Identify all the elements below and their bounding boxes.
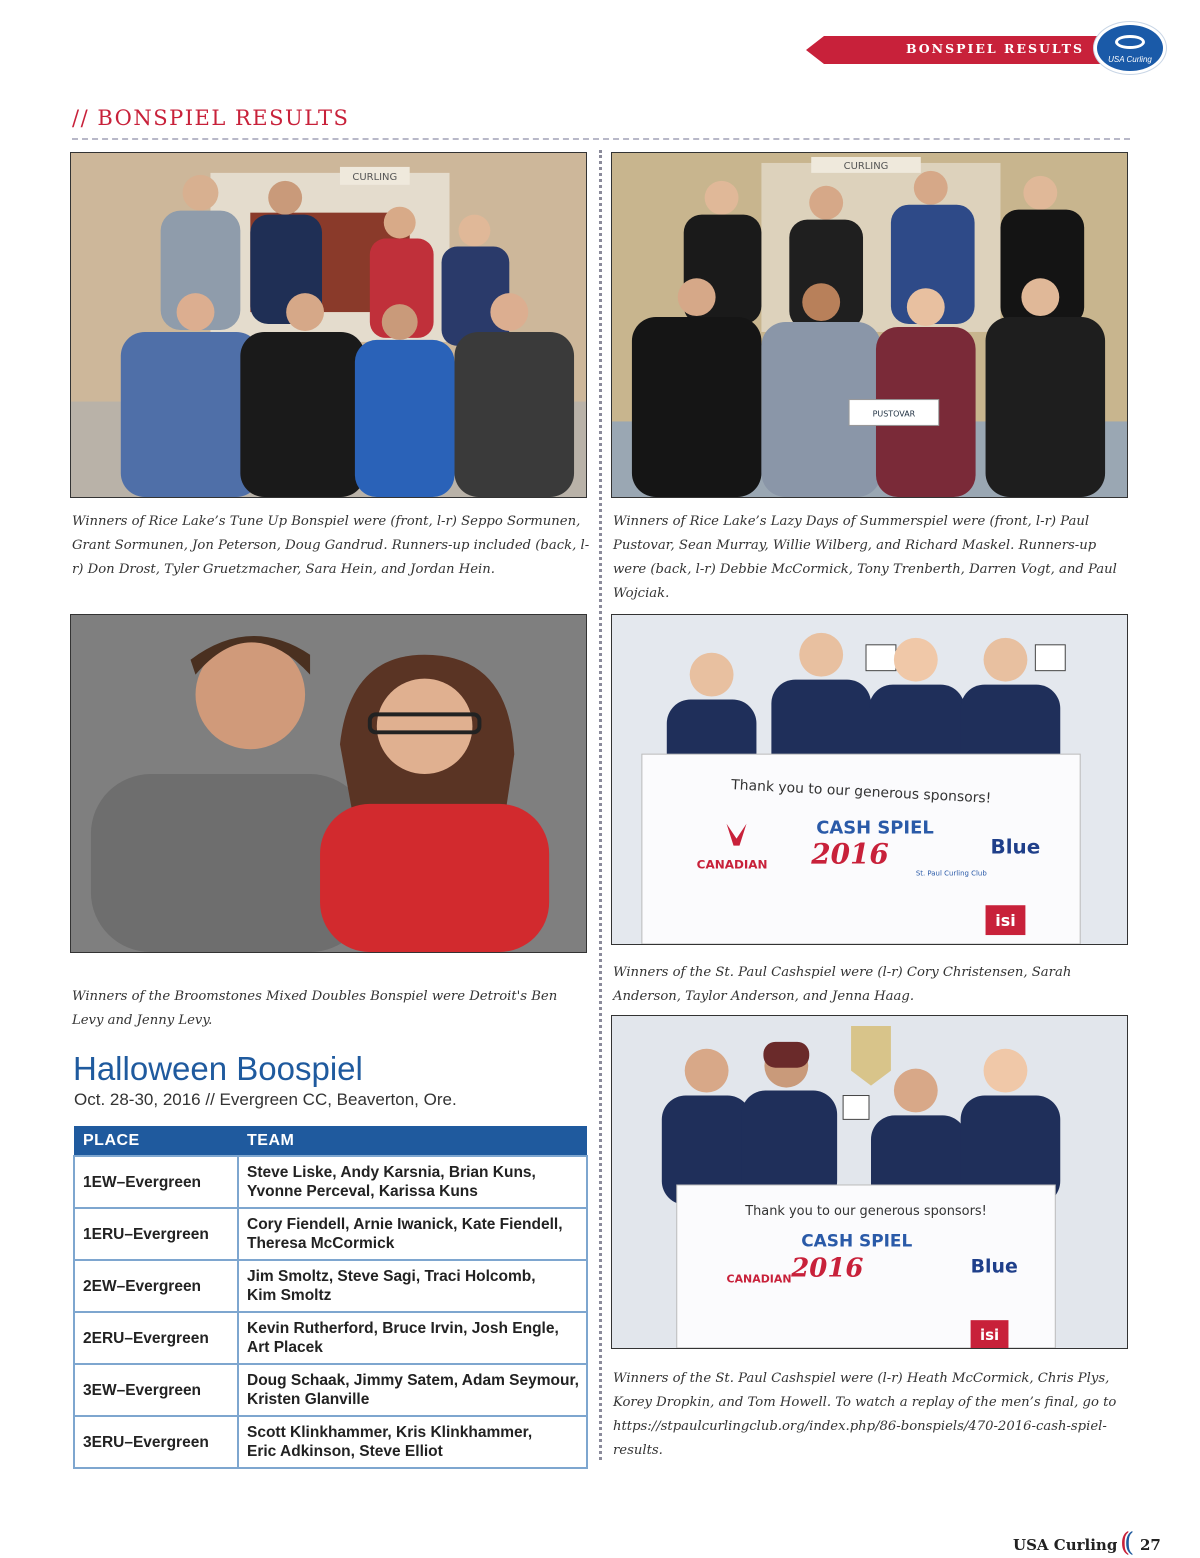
table-row (74, 1156, 587, 1208)
place-cell: 2ERU–Evergreen (74, 1312, 238, 1364)
header-place: PLACE (74, 1126, 238, 1156)
caption-st-paul-women: Winners of the St. Paul Cashspiel were (l-r) Cory Christensen, Sarah Anderson, Taylor Anderson, and Jenna Haag. (613, 965, 1072, 1004)
photo-st-paul-men (611, 1015, 1128, 1349)
table-title: Halloween Boospiel (73, 1050, 363, 1087)
table-row (74, 1312, 587, 1364)
title-divider (72, 138, 1130, 140)
isi-text: isi (995, 911, 1016, 931)
footer-brand: USA Curling (1013, 1536, 1118, 1554)
cash-spiel-text: CASH SPIEL (816, 817, 934, 839)
header-banner-label: BONSPIEL RESULTS (906, 41, 1084, 56)
table-header-row (74, 1126, 587, 1156)
place-cell: 3ERU–Evergreen (74, 1416, 238, 1468)
team-line: Art Placek (247, 1339, 323, 1356)
team-line: Scott Klinkhammer, Kris Klinkhammer, (247, 1424, 533, 1441)
nameplate-text: PUSTOVAR (872, 409, 916, 419)
team-line: Theresa McCormick (247, 1235, 395, 1252)
year-text: 2016 (811, 837, 889, 871)
caption-rice-lake-tune-up: Winners of Rice Lake’s Tune Up Bonspiel were (front, l-r) Seppo Sormunen, Grant Sormunen, Jon Peterson, Doug Gandrud. Runners-up included (back, l-r) Don Drost, Tyler Gruetzmacher, Sara Hein, and Jordan Hein. (72, 514, 590, 577)
blue-text-2: Blue (970, 1255, 1018, 1278)
photo-broomstones (70, 614, 587, 953)
blue-text: Blue (990, 835, 1041, 859)
team-cell (238, 1156, 587, 1208)
photo-rice-lake-lazy-days (611, 152, 1128, 498)
caption-rice-lake-lazy-days: Winners of Rice Lake’s Lazy Days of Summerspiel were (front, l-r) Paul Pustovar, Sean Murray, Willie Wilberg, and Richard Maskel. Runners-up were (back, l-r) Debbie McCormick, Tony Trenberth, Darren Vogt, and Paul Wojciak. (613, 514, 1117, 601)
table-row (74, 1364, 587, 1416)
footer-divider-icon: (( (1120, 1528, 1129, 1558)
usa-curling-logo (1094, 22, 1166, 74)
sponsor-banner-text: Thank you to our generous sponsors! (730, 777, 992, 807)
place-cell: 3EW–Evergreen (74, 1364, 238, 1416)
photo-st-paul-women (611, 614, 1128, 945)
team-cell (238, 1312, 587, 1364)
caption-broomstones: Winners of the Broomstones Mixed Doubles Bonspiel were Detroit's Ben Levy and Jenny Levy. (72, 989, 558, 1028)
isi-text-2: isi (979, 1326, 1000, 1345)
caption-st-paul-men: Winners of the St. Paul Cashspiel were (l-r) Heath McCormick, Chris Plys, Korey Dropkin, and Tom Howell. To watch a replay of the men’s final, go to https://stpaulcurlingclub.org/index.php/86-bonspiels/470-2016-cash-spiel-results. (613, 1371, 1117, 1458)
sign-curling-text: CURLING (352, 171, 398, 183)
section-title: // BONSPIEL RESULTS (72, 106, 350, 130)
canadian-text: CANADIAN (696, 857, 768, 872)
sign-curling-text-2: CURLING (843, 160, 889, 172)
year-text-2: 2016 (791, 1253, 864, 1284)
table-row (74, 1260, 587, 1312)
canadian-text-2: CANADIAN (726, 1272, 792, 1286)
team-line: Cory Fiendell, Arnie Iwanick, Kate Fiendell, (247, 1216, 563, 1233)
place-cell: 2EW–Evergreen (74, 1260, 238, 1312)
photo-rice-lake-tune-up (70, 152, 587, 498)
team-line: Steve Liske, Andy Karsnia, Brian Kuns, (247, 1164, 536, 1181)
team-line: Doug Schaak, Jimmy Satem, Adam Seymour, (247, 1372, 579, 1389)
team-line: Kevin Rutherford, Bruce Irvin, Josh Engle, (247, 1320, 559, 1337)
team-cell (238, 1416, 587, 1468)
curling-stone-icon (1115, 35, 1145, 49)
table-row (74, 1416, 587, 1468)
st-paul-club-text: St. Paul Curling Club (915, 869, 987, 878)
place-cell: 1EW–Evergreen (74, 1156, 238, 1208)
results-table (73, 1126, 588, 1469)
team-cell (238, 1260, 587, 1312)
table-subtitle: Oct. 28-30, 2016 // Evergreen CC, Beaverton, Ore. (74, 1090, 457, 1109)
cash-spiel-text-2: CASH SPIEL (801, 1230, 913, 1251)
page-number: 27 (1140, 1536, 1161, 1554)
team-line: Eric Adkinson, Steve Elliot (247, 1443, 443, 1460)
logo-text: USA Curling (1108, 55, 1152, 64)
team-cell (238, 1364, 587, 1416)
team-line: Yvonne Perceval, Karissa Kuns (247, 1183, 478, 1200)
place-cell: 1ERU–Evergreen (74, 1208, 238, 1260)
header-team: TEAM (238, 1126, 587, 1156)
team-line: Jim Smoltz, Steve Sagi, Traci Holcomb, (247, 1268, 536, 1285)
team-line: Kristen Glanville (247, 1391, 370, 1408)
team-cell (238, 1208, 587, 1260)
team-line: Kim Smoltz (247, 1287, 332, 1304)
table-row (74, 1208, 587, 1260)
sponsor-banner-text-2: Thank you to our generous sponsors! (745, 1203, 987, 1219)
column-divider (599, 150, 602, 1460)
